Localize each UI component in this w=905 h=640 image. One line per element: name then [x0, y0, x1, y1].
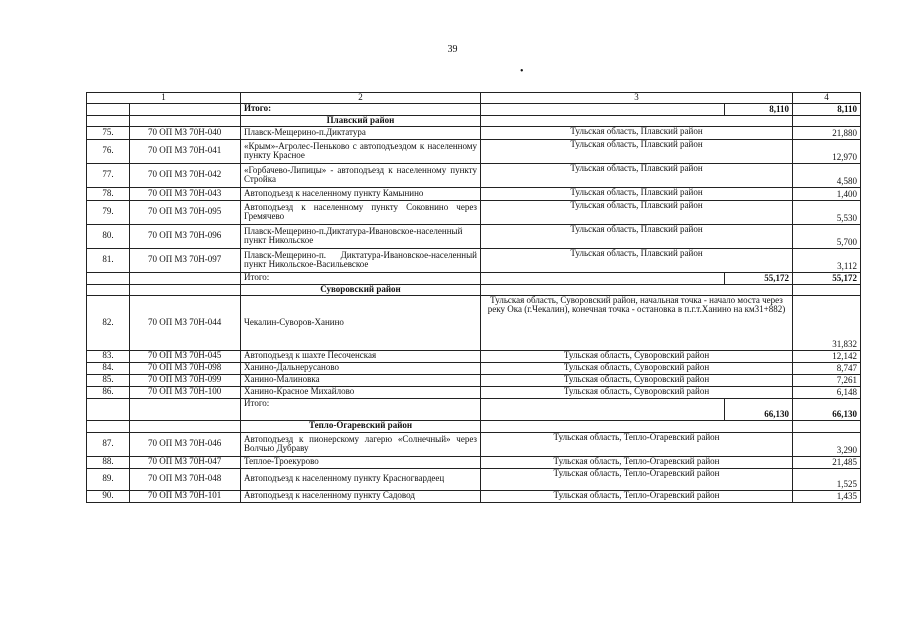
table-row: [87, 200, 861, 224]
road-name: Автоподъезд к пионерскому лагерю «Солнечный» через Волчью Дубраву: [241, 432, 481, 456]
total-label: Итого:: [241, 272, 481, 284]
section-row: [87, 115, 861, 126]
length-value: 31,832: [793, 295, 861, 350]
section-title: Суворовский район: [241, 284, 481, 295]
table-row: [87, 139, 861, 163]
table-row: [87, 224, 861, 248]
empty-cell: [87, 115, 130, 126]
road-region: Тульская область, Суворовский район: [481, 386, 793, 398]
total-value: 55,172: [725, 272, 793, 284]
section-title: Плавский район: [241, 115, 481, 126]
road-region: Тульская область, Плавский район: [481, 224, 793, 248]
empty-cell: [130, 398, 241, 420]
section-title: Тепло-Огаревский район: [241, 420, 481, 432]
road-region: Тульская область, Суворовский район: [481, 374, 793, 386]
road-name: Чекалин-Суворов-Ханино: [241, 295, 481, 350]
empty-cell: [87, 272, 130, 284]
row-number: 76.: [87, 139, 130, 163]
road-code: 70 ОП МЗ 70Н-042: [130, 163, 241, 187]
length-value: 8,747: [793, 362, 861, 374]
road-region: Тульская область, Суворовский район: [481, 350, 793, 362]
road-region: Тульская область, Плавский район: [481, 126, 793, 139]
row-number: 80.: [87, 224, 130, 248]
length-value: 1,525: [793, 468, 861, 490]
row-number: 83.: [87, 350, 130, 362]
empty-cell: [481, 272, 725, 284]
empty-cell: [130, 272, 241, 284]
length-value: 5,530: [793, 200, 861, 224]
length-value: 5,700: [793, 224, 861, 248]
total-row: [87, 398, 861, 420]
row-number: 85.: [87, 374, 130, 386]
row-number: 79.: [87, 200, 130, 224]
road-code: 70 ОП МЗ 70Н-100: [130, 386, 241, 398]
empty-cell: [793, 284, 861, 295]
total-value-sum: 8,110: [793, 103, 861, 115]
road-region: Тульская область, Суворовский район: [481, 362, 793, 374]
section-row: [87, 284, 861, 295]
road-name: Плавск-Мещерино-п. Диктатура-Ивановское-населенный пункт Никольское-Васильевское: [241, 248, 481, 272]
empty-cell: [130, 115, 241, 126]
page-number: 39: [447, 44, 458, 55]
road-code: 70 ОП МЗ 70Н-044: [130, 295, 241, 350]
road-name: Автоподъезд к населенному пункту Садовод: [241, 490, 481, 502]
road-name: Плавск-Мещерино-п.Диктатура: [241, 126, 481, 139]
total-value: 66,130: [725, 398, 793, 420]
empty-cell: [130, 103, 241, 115]
road-name: Теплое-Троекурово: [241, 456, 481, 468]
length-value: 4,580: [793, 163, 861, 187]
road-region: Тульская область, Тепло-Огаревский район: [481, 432, 793, 456]
road-code: 70 ОП МЗ 70Н-041: [130, 139, 241, 163]
length-value: 3,290: [793, 432, 861, 456]
row-number: 87.: [87, 432, 130, 456]
road-name: Автоподъезд к населенному пункту Красногвардеец: [241, 468, 481, 490]
length-value: 7,261: [793, 374, 861, 386]
empty-cell: [130, 420, 241, 432]
length-value: 6,148: [793, 386, 861, 398]
empty-cell: [793, 115, 861, 126]
row-number: 81.: [87, 248, 130, 272]
row-number: 86.: [87, 386, 130, 398]
road-name: Автоподъезд к населенному пункту Соковнино через Гремячево: [241, 200, 481, 224]
total-label: Итого:: [241, 103, 481, 115]
empty-cell: [481, 420, 793, 432]
table-row: [87, 490, 861, 502]
road-code: 70 ОП МЗ 70Н-045: [130, 350, 241, 362]
row-number: 78.: [87, 187, 130, 200]
column-number-row: [87, 93, 861, 104]
empty-cell: [87, 398, 130, 420]
total-value-sum: 66,130: [793, 398, 861, 420]
road-code: 70 ОП МЗ 70Н-096: [130, 224, 241, 248]
road-region: Тульская область, Тепло-Огаревский район: [481, 490, 793, 502]
table-row: [87, 456, 861, 468]
row-number: 84.: [87, 362, 130, 374]
length-value: 21,485: [793, 456, 861, 468]
table-row: [87, 163, 861, 187]
row-number: 75.: [87, 126, 130, 139]
road-code: 70 ОП МЗ 70Н-043: [130, 187, 241, 200]
table-row: [87, 295, 861, 350]
table-row: [87, 374, 861, 386]
length-value: 1,400: [793, 187, 861, 200]
row-number: 82.: [87, 295, 130, 350]
road-name: «Крым»-Агролес-Пеньково с автоподъездом к населенному пункту Красное: [241, 139, 481, 163]
road-name: Автоподъезд к населенному пункту Камынино: [241, 187, 481, 200]
stray-dot: •: [520, 66, 524, 77]
table-row: [87, 248, 861, 272]
header-col-4: 4: [793, 93, 861, 104]
road-name: «Горбачево-Липицы» - автоподъезд к населенному пункту Стройка: [241, 163, 481, 187]
empty-cell: [87, 103, 130, 115]
road-code: 70 ОП МЗ 70Н-046: [130, 432, 241, 456]
road-code: 70 ОП МЗ 70Н-097: [130, 248, 241, 272]
road-region: Тульская область, Плавский район: [481, 248, 793, 272]
table-row: [87, 187, 861, 200]
road-code: 70 ОП МЗ 70Н-101: [130, 490, 241, 502]
total-value-sum: 55,172: [793, 272, 861, 284]
road-region: Тульская область, Плавский район: [481, 187, 793, 200]
road-region: Тульская область, Плавский район: [481, 163, 793, 187]
road-code: 70 ОП МЗ 70Н-098: [130, 362, 241, 374]
empty-cell: [481, 115, 793, 126]
road-name: Ханино-Красное Михайлово: [241, 386, 481, 398]
row-number: 88.: [87, 456, 130, 468]
empty-cell: [87, 284, 130, 295]
table-row: [87, 386, 861, 398]
length-value: 1,435: [793, 490, 861, 502]
row-number: 77.: [87, 163, 130, 187]
length-value: 21,880: [793, 126, 861, 139]
length-value: 3,112: [793, 248, 861, 272]
empty-cell: [481, 103, 725, 115]
header-col-2: 2: [241, 93, 481, 104]
total-row: [87, 272, 861, 284]
road-region: Тульская область, Плавский район: [481, 139, 793, 163]
length-value: 12,142: [793, 350, 861, 362]
total-label: Итого:: [241, 398, 481, 420]
table-row: [87, 126, 861, 139]
road-region: Тульская область, Тепло-Огаревский район: [481, 468, 793, 490]
table-row: [87, 362, 861, 374]
table-row: [87, 432, 861, 456]
empty-cell: [793, 420, 861, 432]
roads-table: [86, 92, 861, 503]
section-row: [87, 420, 861, 432]
empty-cell: [481, 284, 793, 295]
total-row: [87, 103, 861, 115]
empty-cell: [130, 284, 241, 295]
length-value: 12,970: [793, 139, 861, 163]
empty-cell: [87, 420, 130, 432]
row-number: 89.: [87, 468, 130, 490]
header-col-3: 3: [481, 93, 793, 104]
table-row: [87, 468, 861, 490]
total-value: 8,110: [725, 103, 793, 115]
empty-cell: [481, 398, 725, 420]
header-col-1: 1: [87, 93, 241, 104]
road-code: 70 ОП МЗ 70Н-099: [130, 374, 241, 386]
table-row: [87, 350, 861, 362]
table-body: [87, 103, 861, 502]
road-region: Тульская область, Плавский район: [481, 200, 793, 224]
road-name: Автоподъезд к шахте Песоченская: [241, 350, 481, 362]
road-name: Ханино-Дальнерусаново: [241, 362, 481, 374]
road-code: 70 ОП МЗ 70Н-048: [130, 468, 241, 490]
road-region: Тульская область, Тепло-Огаревский район: [481, 456, 793, 468]
row-number: 90.: [87, 490, 130, 502]
road-code: 70 ОП МЗ 70Н-040: [130, 126, 241, 139]
road-code: 70 ОП МЗ 70Н-095: [130, 200, 241, 224]
road-region: Тульская область, Суворовский район, начальная точка - начало моста через реку Ока (г.Чекалин), конечная точка - остановка в п.г.т.Ханино на км31+882): [481, 295, 793, 350]
road-code: 70 ОП МЗ 70Н-047: [130, 456, 241, 468]
road-name: Плавск-Мещерино-п.Диктатура-Ивановское-населенный пункт Никольское: [241, 224, 481, 248]
road-name: Ханино-Малиновка: [241, 374, 481, 386]
